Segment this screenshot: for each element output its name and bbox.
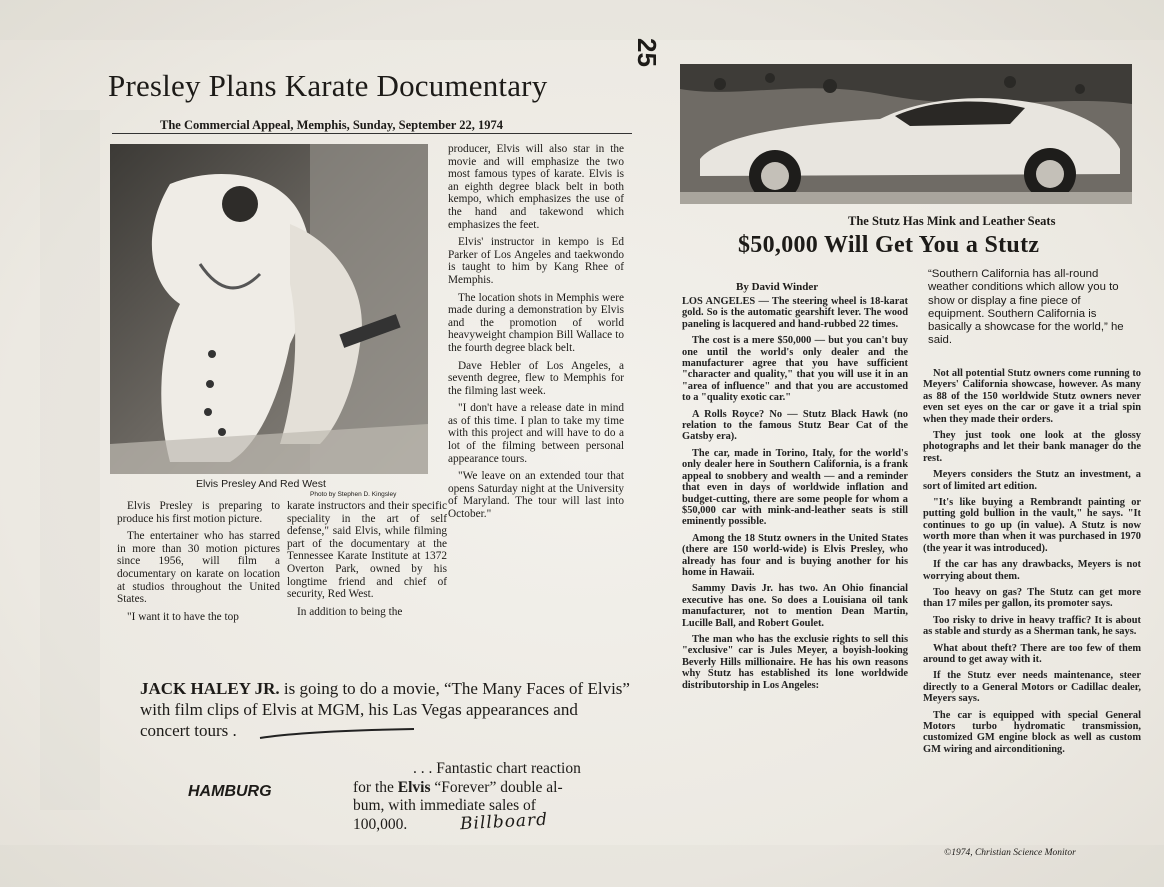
paragraph: Too risky to drive in heavy traffic? It is about as stable and sturdy as a Sherman tank, he says. bbox=[923, 614, 1141, 638]
paragraph: karate instructors and their specific speciality in the art of self defense," said Elvis, while filming part of the documentary at the Tennessee Karate Institute at 1372 Overton Park, owned by his longtime friend and chief of security, Red West. bbox=[287, 500, 447, 601]
left-headline: Presley Plans Karate Documentary bbox=[108, 68, 548, 103]
paragraph: "It's like buying a Rembrandt painting or putting gold bullion in the vault," he says. "It continues to go up (in value). A Stutz is now worth more than when it was purchased in 1970 (the year it was introduced). bbox=[923, 497, 1141, 554]
left-column-1 bbox=[117, 500, 280, 628]
photo-credit: Photo by Stephen D. Kingsley bbox=[310, 491, 397, 498]
stutz-column-1 bbox=[682, 296, 908, 696]
stutz-column-2 bbox=[923, 368, 1141, 760]
paragraph: If the car has any drawbacks, Meyers is not worrying about them. bbox=[923, 559, 1141, 582]
paragraph: Too heavy on gas? The Stutz can get more than 17 miles per gallon, its promoter says. bbox=[923, 586, 1141, 610]
stutz-kicker: The Stutz Has Mink and Leather Seats bbox=[848, 214, 1056, 228]
hamburg-line-1: . . . Fantastic chart reaction bbox=[413, 760, 581, 777]
paragraph: The car, made in Torino, Italy, for the world's only dealer here in Southern California, is a frank appeal to snobbery and wealth — and a reminder that even in days of worldwide inflation and budget-cutting, there are some people for whom a $50,000 car with mink-and-leather seats is still eminently possible. bbox=[682, 447, 908, 528]
paragraph: If the Stutz ever needs maintenance, steer directly to a General Motors or Cadillac dealer, Meyers says. bbox=[923, 670, 1141, 705]
paragraph: Among the 18 Stutz owners in the United States (there are 150 world-wide) is Elvis Presley, who already has four and is buying another for his home in Hawaii. bbox=[682, 532, 908, 578]
paragraph: LOS ANGELES — The steering wheel is 18-karat gold. So is the automatic gearshift lever. The wood paneling is lacquered and hand-rubbed 22 times. bbox=[682, 296, 908, 330]
paragraph: Not all potential Stutz owners come running to Meyers' California showcase, however. As many as 88 of the 150 worldwide Stutz owners never even set eyes on the car or gave it a trial spin when they made their orders. bbox=[923, 368, 1141, 425]
stutz-byline: By David Winder bbox=[736, 281, 819, 293]
billboard-signature: Billboard bbox=[459, 809, 549, 835]
paragraph: Elvis' instructor in kempo is Ed Parker of Los Angeles and taekwondo is taught to him by Kang Rhee of Memphis. bbox=[448, 236, 624, 286]
handwritten-underline bbox=[258, 726, 418, 742]
elvis-karate-photo bbox=[110, 144, 428, 474]
paragraph: What about theft? There are too few of them around to get away with it. bbox=[923, 642, 1141, 665]
paragraph: "I want it to have the top bbox=[127, 610, 239, 623]
paragraph: They just took one look at the glossy photographs and let their bank manager do the rest. bbox=[923, 430, 1141, 464]
paragraph: In addition to being the bbox=[297, 605, 403, 618]
jack-haley-lead: JACK HALEY JR. bbox=[140, 679, 280, 698]
stutz-car-illustration bbox=[680, 64, 1132, 204]
stutz-headline: $50,000 Will Get You a Stutz bbox=[738, 232, 1040, 258]
dateline: The Commercial Appeal, Memphis, Sunday, September 22, 1974 bbox=[160, 118, 503, 132]
paragraph: Elvis Presley is preparing to produce his first motion picture. bbox=[117, 500, 280, 525]
paragraph: "We leave on an extended tour that opens Saturday night at the University of Maryland. The tour will last into October." bbox=[448, 470, 624, 521]
hamburg-line-2-post: “Forever” double al- bbox=[430, 778, 563, 796]
scan-shadow-left bbox=[40, 110, 100, 810]
hamburg-line-4: 100,000. bbox=[353, 815, 408, 833]
paragraph: The entertainer who has starred in more than 30 motion pictures since 1956, will film a documentary on karate on location at studios throughout the United States. bbox=[117, 530, 280, 606]
scan-shadow-top bbox=[0, 0, 1164, 40]
hamburg-line-3: bum, with immediate sales of bbox=[353, 797, 536, 814]
paragraph: Sammy Davis Jr. has two. An Ohio financial executive has one. So does a Louisiana oil tank manufacturer, not to mention Dean Martin, Lucille Ball, and Robert Goulet. bbox=[682, 583, 908, 629]
left-column-3 bbox=[448, 143, 624, 526]
paragraph: Dave Hebler of Los Angeles, a seventh degree, flew to Memphis for the filming last week. bbox=[448, 359, 624, 397]
stutz-car-photo bbox=[680, 64, 1132, 204]
headline-rule bbox=[112, 133, 632, 134]
paragraph: A Rolls Royce? No — Stutz Black Hawk (no relation to the famous Stutz Bear Cat of the Gatsby era). bbox=[682, 408, 908, 443]
jack-haley-text: is going to do a movie, “The Many Faces of Elvis” with film clips of Elvis at MGM, his Las Vegas appearances and concert tours . bbox=[140, 679, 630, 740]
paragraph: The cost is a mere $50,000 — but you can't buy one until the world's only dealer and the manufacturer agree that you have sufficient "character and quality," that you will use it in an "area of influence" and that you are accustomed to a "quality exotic car." bbox=[682, 335, 908, 404]
page-number: 25 bbox=[632, 38, 662, 67]
paragraph: The car is equipped with special General Motors turbo hydromatic transmission, customized GM engine block as well as custom GM wiring and airconditioning. bbox=[923, 709, 1141, 755]
hamburg-line-2-pre: for the bbox=[353, 778, 398, 796]
hamburg-label: HAMBURG bbox=[188, 783, 272, 800]
stutz-pull-quote: “Southern California has all-round weather conditions which allow you to show or display a fine piece of equipment. Southern California is basically a showcase for the world,” he said. bbox=[928, 268, 1124, 347]
paragraph: "I don't have a release date in mind as of this time. I plan to take my time with this project and will have to do a lot of the filming between personal appearance tours. bbox=[448, 402, 624, 465]
paragraph: The man who has the exclusie rights to sell this "exclusive" car is Jules Meyer, a boyish-looking Beverly Hills millionaire. He has his own reasons why Stutz has established its lone worldwide distributorship in Los Angeles: bbox=[682, 633, 908, 691]
stutz-copyright: ©1974, Christian Science Monitor bbox=[944, 848, 1076, 858]
paragraph: The location shots in Memphis were made during a demonstration by Elvis and the promotion of world heavyweight champion Bill Wallace to the fourth degree black belt. bbox=[448, 291, 624, 354]
photo-caption: Elvis Presley And Red West bbox=[196, 478, 326, 490]
paragraph: Meyers considers the Stutz an investment, a sort of limited art edition. bbox=[923, 469, 1141, 492]
hamburg-line-2 bbox=[353, 779, 653, 798]
paragraph: producer, Elvis will also star in the movie and will emphasize the two most famous types of karate. Elvis is an eighth degree black belt in both kempo, which emphasizes the use of the hand and takewond which emphasizes the feet. bbox=[448, 143, 624, 231]
left-column-2 bbox=[287, 500, 447, 623]
hamburg-line-2-bold: Elvis bbox=[397, 778, 431, 796]
karate-photo-illustration bbox=[110, 144, 428, 474]
